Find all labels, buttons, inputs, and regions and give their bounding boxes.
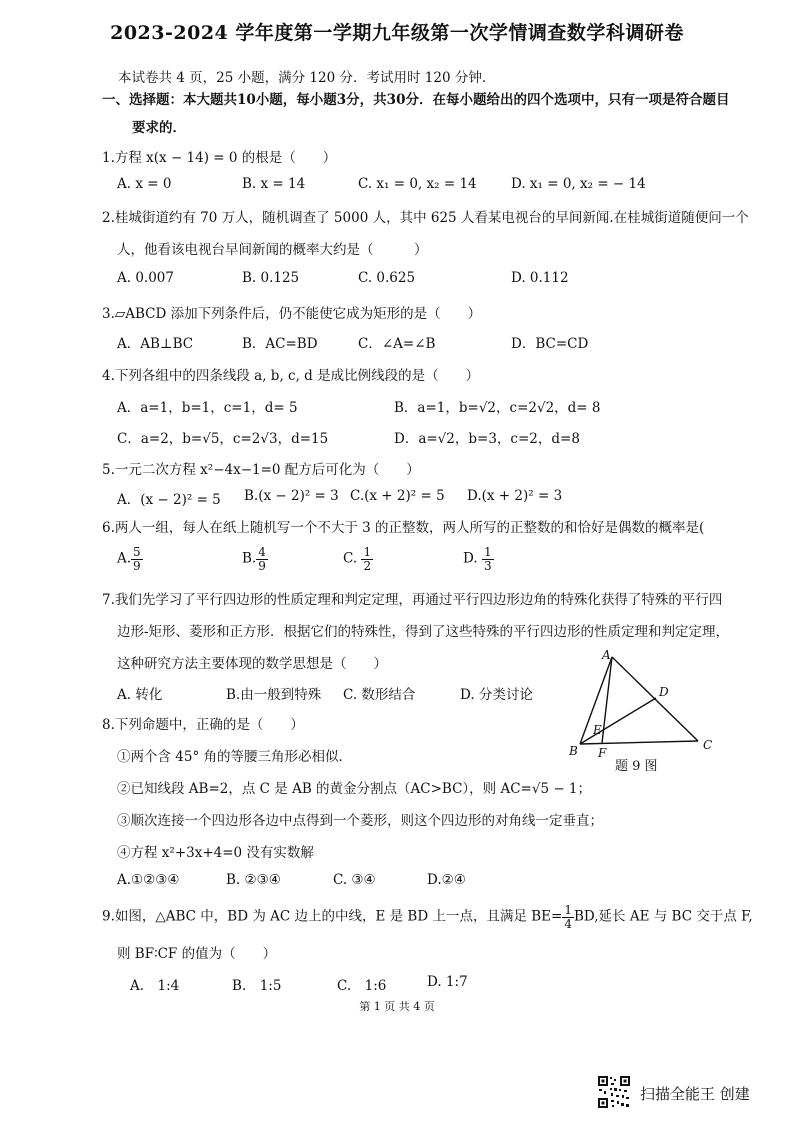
- q1-option-a: A. x = 0: [117, 176, 172, 192]
- q7-option-a: A. 转化: [117, 687, 163, 703]
- q5-option-b: B.(x − 2)² = 3: [244, 488, 339, 504]
- q8-option-c: C. ③④: [333, 872, 376, 888]
- q6-option-c-fraction: [361, 546, 373, 572]
- q5-stem: 5.一元二次方程 x²−4x−1=0 配方后可化为（ ）: [102, 462, 420, 478]
- q8-statement-3: ③顺次连接一个四边形各边中点得到一个菱形，则这个四边形的对角线一定垂直；: [117, 813, 603, 829]
- q8-option-d: D.②④: [427, 872, 466, 888]
- q2-stem-line1: 2.桂城街道约有 70 万人，随机调查了 5000 人，其中 625 人看某电视台的早间新闻.在桂城街道随便问一个: [102, 210, 749, 226]
- q9-stem-line2: 则 BF∶CF 的值为（ ）: [117, 946, 277, 962]
- q4-option-c: C．a=2，b=√5，c=2√3，d=15: [117, 431, 329, 447]
- q7-option-d: D. 分类讨论: [460, 687, 533, 703]
- q6-option-d-denominator: 3: [483, 558, 492, 573]
- q6-option-d-fraction: [482, 546, 494, 572]
- q6-option-a-label: A.: [117, 550, 132, 567]
- q2-option-b: B. 0.125: [242, 270, 300, 286]
- page-footer: 第 1 页 共 4 页: [359, 1000, 435, 1013]
- q7-stem-line2: 边形-矩形、菱形和正方形．根据它们的特殊性，得到了这些特殊的平行四边形的性质定理和判定定理，: [117, 624, 730, 640]
- q8-option-a: A.①②③④: [117, 872, 180, 888]
- q3-option-d: D．BC=CD: [511, 336, 589, 352]
- q6-option-b-numerator: 4: [258, 545, 266, 559]
- q9-stem-line1: [102, 904, 753, 930]
- label-D: D: [659, 685, 669, 699]
- q2-option-d: D. 0.112: [511, 270, 569, 286]
- q6-option-b-denominator: 9: [258, 558, 266, 573]
- q2-stem-line2: 人，他看该电视台早间新闻的概率大约是（ ）: [117, 242, 428, 258]
- q3-option-c: C．∠A=∠B: [358, 336, 436, 352]
- q1-option-b: B. x = 14: [242, 176, 306, 192]
- qr-code-icon: [597, 1075, 631, 1109]
- q7-stem-line3: 这种研究方法主要体现的数学思想是（ ）: [117, 656, 387, 672]
- q6-option-d: [463, 546, 494, 572]
- q7-option-c: C. 数形结合: [343, 687, 416, 703]
- q6-option-b: [242, 546, 268, 572]
- q5-option-a: A．(x − 2)² = 5: [117, 492, 221, 508]
- q6-option-a-denominator: 9: [133, 558, 141, 573]
- q9-stem-pre: 9.如图，△ABC 中，BD 为 AC 边上的中线，E 是 BD 上一点，且满足 BE=: [102, 908, 563, 925]
- exam-intro: 本试卷共 4 页，25 小题，满分 120 分．考试用时 120 分钟．: [118, 70, 496, 86]
- exam-title: 2023-2024 学年度第一学期九年级第一次学情调查数学科调研卷: [110, 22, 684, 44]
- label-B: B: [569, 744, 578, 758]
- q4-stem: 4.下列各组中的四条线段 a, b, c, d 是成比例线段的是（ ）: [102, 368, 480, 384]
- q6-option-a-fraction: [131, 546, 143, 572]
- section-heading-line1: 一、选择题：本大题共10小题，每小题3分，共30分．在每小题给出的四个选项中，只有一项是符合题目: [102, 92, 730, 108]
- q6-option-a-numerator: 5: [133, 545, 141, 559]
- label-A: A: [602, 648, 611, 662]
- q8-option-b: B. ②③④: [226, 872, 281, 888]
- q9-fraction-denominator: 4: [564, 916, 572, 931]
- q8-stem: 8.下列命题中，正确的是（ ）: [102, 717, 304, 733]
- q9-option-a: A. 1:4: [130, 978, 180, 994]
- q9-option-b: B. 1:5: [232, 978, 282, 994]
- label-F: F: [598, 746, 607, 760]
- q9-fraction-numerator: 1: [564, 903, 572, 917]
- q3-option-a: A．AB⊥BC: [117, 336, 194, 352]
- q6-option-b-fraction: [256, 546, 268, 572]
- q1-option-d: D. x₁ = 0, x₂ = − 14: [511, 176, 646, 192]
- q8-statement-1: ①两个含 45° 角的等腰三角形必相似．: [117, 749, 353, 765]
- q1-option-c: C. x₁ = 0, x₂ = 14: [358, 176, 477, 192]
- q8-statement-4: ④方程 x²+3x+4=0 没有实数解: [117, 845, 314, 861]
- q9-option-c: C. 1:6: [337, 978, 387, 994]
- q2-option-c: C. 0.625: [358, 270, 416, 286]
- q6-option-d-numerator: 1: [483, 545, 492, 559]
- section-heading-line2: 要求的．: [132, 120, 186, 136]
- q5-option-c: C.(x + 2)² = 5: [350, 488, 445, 504]
- figure-caption: 题 9 图: [615, 759, 658, 774]
- q6-option-c: [343, 546, 373, 572]
- q1-stem: 1.方程 x(x − 14) = 0 的根是（ ）: [102, 150, 337, 166]
- q4-option-b: B．a=1，b=√2，c=2√2，d= 8: [394, 400, 601, 416]
- q6-option-c-label: C.: [343, 550, 358, 567]
- segment-BC: [580, 741, 698, 744]
- q2-option-a: A. 0.007: [117, 270, 174, 286]
- q6-stem: 6.两人一组，每人在纸上随机写一个不大于 3 的正整数，两人所写的正整数的和恰好是偶数的概率是(: [102, 520, 705, 536]
- scanner-brand: 扫描全能王 创建: [640, 1085, 750, 1103]
- q4-option-d: D．a=√2，b=3，c=2，d=8: [394, 431, 580, 447]
- q9-fraction: [562, 904, 574, 930]
- q6-option-d-label: D.: [463, 550, 478, 567]
- label-C: C: [703, 738, 713, 752]
- q8-statement-2: ②已知线段 AB=2，点 C 是 AB 的黄金分割点（AC>BC），则 AC=√5 − 1；: [117, 781, 592, 797]
- q3-option-b: B．AC=BD: [242, 336, 318, 352]
- q7-stem-line1: 7.我们先学习了平行四边形的性质定理和判定定理，再通过平行四边形边角的特殊化获得了特殊的平行四: [102, 592, 723, 608]
- q4-option-a: A．a=1，b=1，c=1，d= 5: [117, 400, 298, 416]
- q6-option-a: [117, 546, 143, 572]
- q6-option-c-numerator: 1: [363, 545, 372, 559]
- q9-stem-post: BD,延长 AE 与 BC 交于点 F,: [574, 908, 753, 925]
- q6-option-b-label: B.: [242, 550, 257, 567]
- segment-BD: [580, 698, 656, 744]
- label-E: E: [593, 723, 602, 737]
- q6-option-c-denominator: 2: [363, 558, 372, 573]
- q5-option-d: D.(x + 2)² = 3: [467, 488, 563, 504]
- q7-option-b: B.由一般到特殊: [226, 687, 322, 703]
- q3-stem: 3.▱ABCD 添加下列条件后，仍不能使它成为矩形的是（ ）: [102, 306, 482, 322]
- q9-option-d: D. 1:7: [427, 974, 468, 990]
